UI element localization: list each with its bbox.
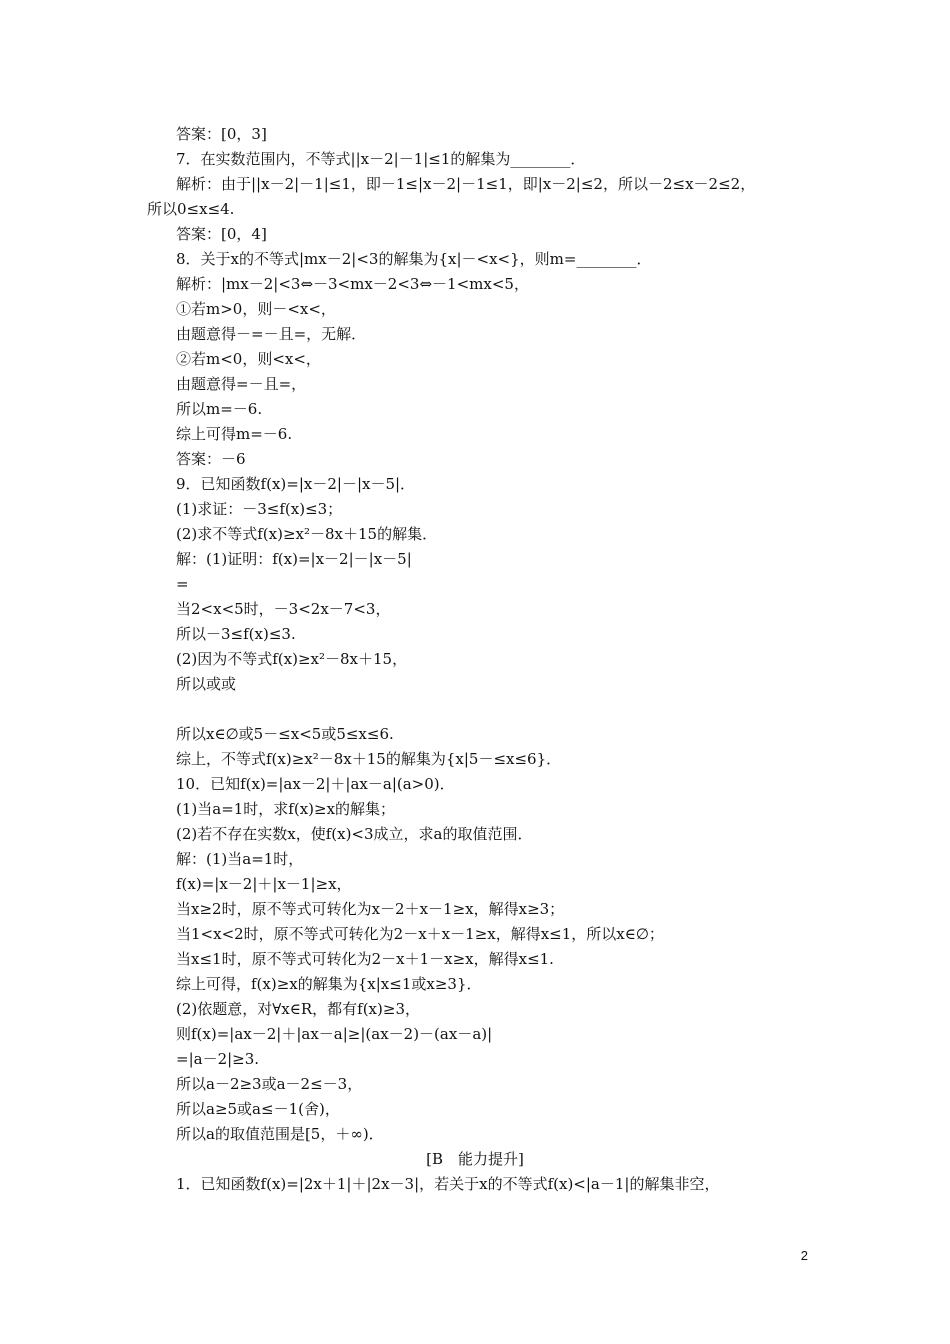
- text-line: 所以a≥5或a≤－1(舍)，: [176, 1100, 340, 1118]
- text-line: 答案：[0，3]: [176, 125, 267, 143]
- text-line: 所以x∈∅或5－≤x<5或5≤x≤6.: [176, 725, 394, 743]
- text-line: 所以0≤x≤4.: [147, 200, 235, 218]
- text-line: 解：(1)当a=1时，: [176, 850, 304, 868]
- text-line: (2)求不等式f(x)≥x²－8x＋15的解集．: [176, 525, 438, 543]
- text-line: =|a－2|≥3.: [176, 1050, 260, 1068]
- text-line: ①若m>0，则－<x<，: [176, 300, 336, 318]
- text-line: (2)依题意，对∀x∈R，都有f(x)≥3，: [176, 1000, 420, 1018]
- text-line: 当2<x<5时，－3<2x－7<3，: [176, 600, 391, 618]
- text-line: (1)求证：－3≤f(x)≤3；: [176, 500, 343, 518]
- text-line: 综上可得m=－6.: [176, 425, 293, 443]
- text-line: 则f(x)=|ax－2|＋|ax－a|≥|(ax－2)－(ax－a)|: [176, 1025, 493, 1043]
- text-line: 解析：由于||x－2|－1|≤1，即－1≤|x－2|－1≤1，即|x－2|≤2，所以－2≤x－2≤2，: [176, 175, 756, 193]
- text-line: 综上，不等式f(x)≥x²－8x＋15的解集为{x|5－≤x≤6}．: [176, 750, 562, 768]
- text-line: 综上可得，f(x)≥x的解集为{x|x≤1或x≥3}．: [176, 975, 482, 993]
- text-line: 7．在实数范围内，不等式||x－2|－1|≤1的解集为________．: [176, 150, 586, 168]
- text-line: 答案：[0，4]: [176, 225, 267, 243]
- text-line: (1)当a=1时，求f(x)≥x的解集；: [176, 800, 396, 818]
- text-line: =: [176, 575, 189, 593]
- text-line: 8．关于x的不等式|mx－2|<3的解集为{x|－<x<}，则m=________．: [176, 250, 652, 268]
- text-line: 所以－3≤f(x)≤3.: [176, 625, 296, 643]
- text-line: 由题意得－=－且=，无解．: [176, 325, 367, 343]
- text-line: 由题意得=－且=，: [176, 375, 307, 393]
- text-line: 9．已知函数f(x)=|x－2|－|x－5|．: [176, 475, 416, 493]
- text-line: 当x≤1时，原不等式可转化为2－x＋1－x≥x，解得x≤1.: [176, 950, 554, 968]
- text-line: 当x≥2时，原不等式可转化为x－2＋x－1≥x，解得x≥3；: [176, 900, 565, 918]
- text-line: 所以或或: [176, 675, 237, 693]
- text-line: (2)若不存在实数x，使f(x)<3成立，求a的取值范围．: [176, 825, 533, 843]
- text-line: 解析：|mx－2|<3⇔－3<mx－2<3⇔－1<mx<5，: [176, 275, 529, 293]
- text-line: (2)因为不等式f(x)≥x²－8x＋15，: [176, 650, 408, 668]
- text-line: 所以a的取值范围是[5，＋∞)．: [176, 1125, 384, 1143]
- page-number: 2: [800, 1248, 808, 1263]
- text-line: 所以a－2≥3或a－2≤－3，: [176, 1075, 363, 1093]
- section-heading: [B 能力提升]: [426, 1150, 524, 1168]
- text-line: 1．已知函数f(x)=|2x＋1|＋|2x－3|，若关于x的不等式f(x)<|a－1|的解集非空，: [176, 1175, 720, 1193]
- text-line: f(x)=|x－2|＋|x－1|≥x，: [176, 875, 352, 893]
- text-line: 答案：－6: [176, 450, 246, 468]
- text-line: 所以m=－6.: [176, 400, 263, 418]
- text-line: 当1<x<2时，原不等式可转化为2－x＋x－1≥x，解得x≤1，所以x∈∅；: [176, 925, 664, 943]
- text-line: 解：(1)证明：f(x)=|x－2|－|x－5|: [176, 550, 412, 568]
- text-line: ②若m<0，则<x<，: [176, 350, 321, 368]
- text-line: 10．已知f(x)=|ax－2|＋|ax－a|(a>0)．: [176, 775, 455, 793]
